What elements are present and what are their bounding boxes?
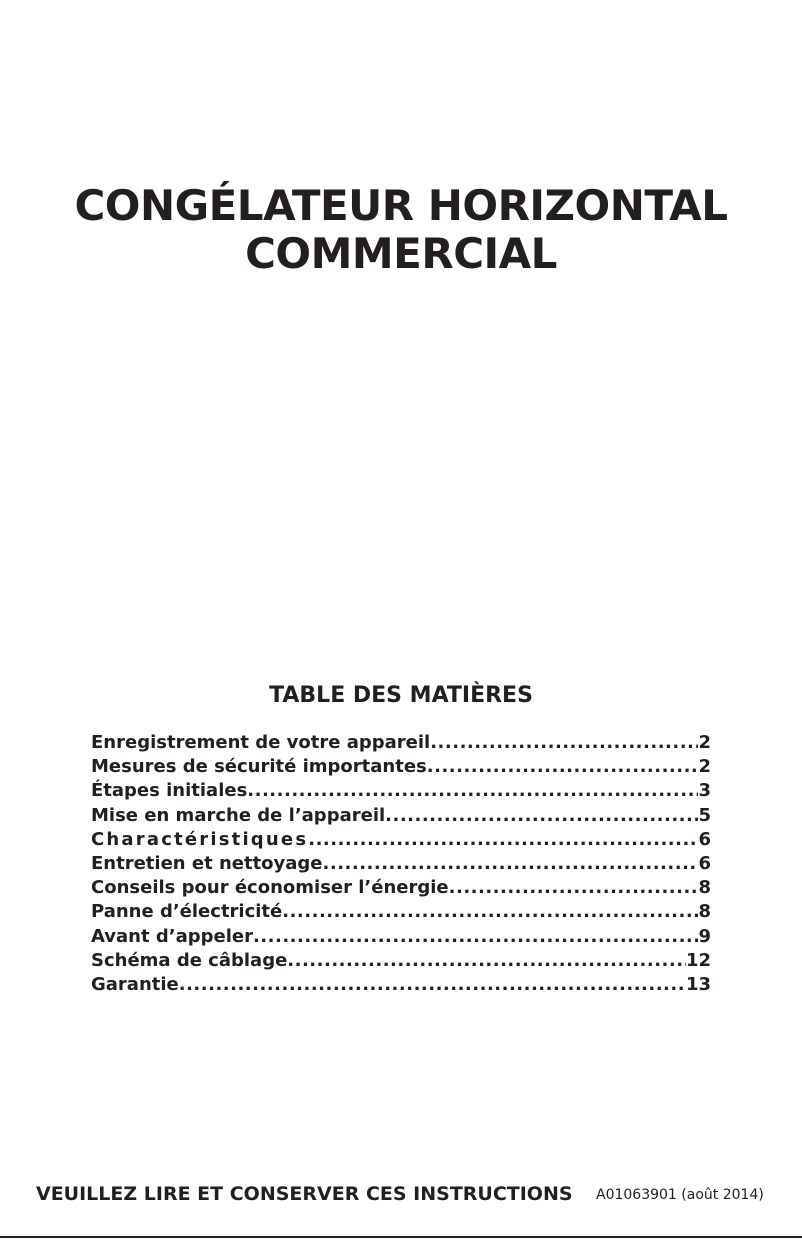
toc-entry-label: Charactéristiques [91, 828, 309, 850]
toc-entry-page: 12 [685, 949, 711, 971]
document-code [596, 1185, 764, 1205]
toc-entry-panne-electricite [91, 900, 711, 924]
toc-entry-page: 5 [698, 804, 711, 826]
toc-entry-label: Mise en marche de l’appareil [91, 804, 386, 826]
toc-entry-page: 8 [698, 877, 711, 899]
toc-dot-leader [449, 876, 699, 900]
toc-dot-leader [323, 852, 699, 876]
toc-entry-label: Avant d’appeler [91, 925, 253, 947]
toc-dot-leader [430, 731, 698, 755]
page-bottom-rule [0, 1236, 802, 1238]
toc-dot-leader [179, 973, 686, 997]
toc-dot-leader [385, 804, 698, 828]
toc-dot-leader [282, 900, 698, 924]
document-date: (août 2014) [681, 1187, 764, 1203]
toc-entry-page: 6 [698, 828, 711, 850]
toc-entry-label: Mesures de sécurité importantes [91, 756, 427, 778]
toc-entry-label: Panne d’électricité [91, 901, 283, 923]
read-instructions-notice: VEUILLEZ LIRE ET CONSERVER CES INSTRUCTIONS [36, 1183, 573, 1205]
toc-entry-page: 2 [698, 732, 711, 753]
toc-entry-page: 3 [698, 780, 711, 802]
toc-dot-leader [308, 828, 698, 852]
toc-entry-page: 13 [685, 973, 711, 995]
toc-dot-leader [247, 779, 698, 803]
toc-entry-label: Conseils pour économiser l’énergie [91, 877, 449, 899]
table-of-contents [91, 731, 711, 997]
toc-dot-leader [427, 755, 699, 779]
toc-entry-page: 6 [698, 852, 711, 874]
document-title-line-1: CONGÉLATEUR HORIZONTAL [74, 181, 728, 230]
toc-entry-avant-appeler [91, 925, 711, 949]
toc-entry-characteristiques [91, 828, 711, 852]
toc-entry-label: Schéma de câblage [91, 949, 288, 971]
toc-entry-garantie [91, 973, 711, 997]
toc-dot-leader [253, 925, 699, 949]
toc-entry-label: Enregistrement de votre appareil [91, 732, 431, 753]
toc-entry-etapes-initiales [91, 779, 711, 803]
document-title-line-2: COMMERCIAL [245, 229, 557, 278]
toc-entry-page: 2 [698, 756, 711, 778]
toc-entry-label: Étapes initiales [91, 780, 248, 802]
toc-entry-mise-en-marche [91, 804, 711, 828]
toc-entry-label: Garantie [91, 973, 179, 995]
toc-entry-page: 8 [698, 901, 711, 923]
toc-entry-entretien [91, 852, 711, 876]
toc-entry-mesures-securite [91, 755, 711, 779]
toc-entry-enregistrement [91, 731, 711, 755]
toc-entry-label: Entretien et nettoyage [91, 852, 323, 874]
toc-dot-leader [287, 949, 686, 973]
toc-entry-schema-cablage [91, 949, 711, 973]
toc-entry-page: 9 [698, 925, 711, 947]
toc-entry-conseils-energie [91, 876, 711, 900]
toc-heading: TABLE DES MATIÈRES [269, 683, 533, 708]
document-number: A01063901 [596, 1187, 677, 1203]
